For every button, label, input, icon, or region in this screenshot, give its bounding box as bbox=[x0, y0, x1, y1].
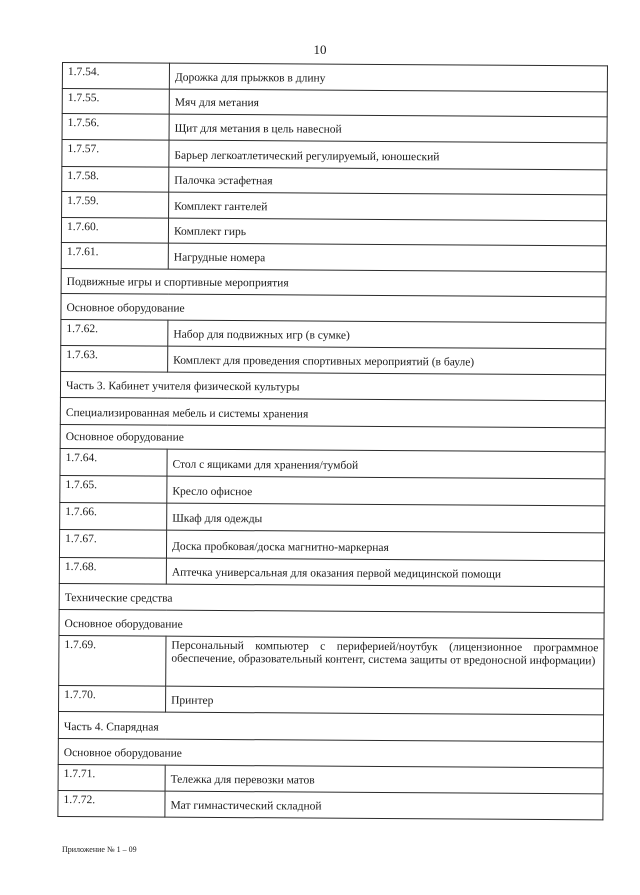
table-row bbox=[62, 114, 607, 143]
item-name: Барьер легкоатлетический регулируемый, юношеский bbox=[169, 140, 607, 170]
item-number: 1.7.62. bbox=[61, 319, 168, 346]
item-name: Комплект для проведения спортивных мероприятий (в бауле) bbox=[168, 346, 606, 375]
item-name: Кресло офисное bbox=[167, 476, 605, 506]
item-number: 1.7.67. bbox=[59, 529, 166, 558]
item-name: Принтер bbox=[166, 686, 604, 715]
table-row bbox=[59, 635, 604, 688]
item-number: 1.7.59. bbox=[62, 192, 169, 219]
item-number: 1.7.71. bbox=[58, 764, 165, 791]
table-row bbox=[61, 218, 606, 246]
table-row bbox=[61, 319, 606, 348]
item-number: 1.7.72. bbox=[58, 790, 165, 817]
section-title: Основное оборудование bbox=[61, 293, 606, 322]
table-row bbox=[62, 89, 607, 117]
section-title: Часть 4. Спарядная bbox=[58, 711, 603, 741]
item-number: 1.7.66. bbox=[60, 502, 167, 530]
table-row bbox=[59, 685, 604, 714]
item-name: Комплект гантелей bbox=[169, 192, 607, 221]
table-row bbox=[61, 242, 606, 271]
item-name: Аптечка универсальная для оказания первой медицинской помощи bbox=[166, 558, 604, 587]
table-body bbox=[58, 63, 608, 820]
item-name: Стол с ящиками для хранения/тумбой bbox=[167, 449, 605, 479]
table-row bbox=[60, 502, 605, 532]
item-name: Персональный компьютер с периферией/ноутбук (лицензионное программное обеспечение, образовательный контент, система защиты от вредоносной информации) bbox=[166, 636, 604, 689]
section-title: Подвижные игры и спортивные мероприятия bbox=[61, 268, 606, 296]
item-name: Доска пробковая/доска магнитно-маркерная bbox=[166, 530, 604, 561]
item-number: 1.7.61. bbox=[61, 242, 168, 269]
item-name: Мат гимнастический складной bbox=[165, 791, 603, 820]
table-row bbox=[60, 475, 605, 505]
table-row bbox=[59, 557, 604, 586]
item-number: 1.7.63. bbox=[61, 345, 168, 372]
item-number: 1.7.55. bbox=[62, 89, 169, 115]
item-name: Тележка для перевозки матов bbox=[165, 765, 603, 794]
item-name: Мяч для метания bbox=[169, 89, 607, 117]
item-name: Набор для подвижных игр (в сумке) bbox=[168, 320, 606, 349]
section-row bbox=[58, 738, 603, 767]
item-number: 1.7.57. bbox=[62, 140, 169, 168]
table-row bbox=[58, 764, 603, 793]
equipment-table bbox=[57, 62, 608, 820]
item-name: Шкаф для одежды bbox=[167, 503, 605, 533]
item-number: 1.7.58. bbox=[62, 167, 169, 193]
item-name: Дорожка для прыжков в длину bbox=[169, 63, 607, 92]
item-number: 1.7.56. bbox=[62, 114, 169, 141]
item-number: 1.7.70. bbox=[59, 685, 166, 712]
table-row bbox=[61, 345, 606, 374]
section-title: Основное оборудование bbox=[58, 738, 603, 767]
item-name: Палочка эстафетная bbox=[169, 167, 607, 195]
item-number: 1.7.64. bbox=[60, 448, 167, 476]
item-number: 1.7.65. bbox=[60, 475, 167, 503]
section-row bbox=[59, 583, 604, 612]
section-title: Часть 3. Кабинет учителя физической культуры bbox=[60, 371, 605, 400]
page-number: 10 bbox=[313, 42, 327, 57]
item-number: 1.7.54. bbox=[62, 63, 169, 90]
table-row bbox=[59, 529, 604, 560]
section-row bbox=[61, 293, 606, 322]
section-row bbox=[60, 424, 605, 451]
item-name: Нагрудные номера bbox=[168, 243, 606, 272]
table-row bbox=[62, 167, 607, 195]
item-name: Щит для метания в цель навесной bbox=[169, 114, 607, 143]
page-footer: Приложение № 1 – 09 bbox=[62, 845, 137, 854]
table-row bbox=[62, 192, 607, 221]
table-row bbox=[62, 63, 607, 92]
section-row bbox=[60, 397, 605, 427]
item-number: 1.7.60. bbox=[61, 218, 168, 244]
section-row bbox=[58, 711, 603, 741]
section-row bbox=[61, 268, 606, 296]
section-title: Специализированная мебель и системы хранения bbox=[60, 397, 605, 427]
section-title: Основное оборудование bbox=[60, 424, 605, 451]
item-number: 1.7.69. bbox=[59, 635, 166, 686]
section-row bbox=[59, 609, 604, 638]
section-title: Технические средства bbox=[59, 583, 604, 612]
table-row bbox=[58, 790, 603, 819]
item-number: 1.7.68. bbox=[59, 557, 166, 584]
table-row bbox=[60, 448, 605, 478]
section-row bbox=[60, 371, 605, 400]
item-name: Комплект гирь bbox=[168, 218, 606, 246]
section-title: Основное оборудование bbox=[59, 609, 604, 638]
table-row bbox=[62, 140, 607, 170]
